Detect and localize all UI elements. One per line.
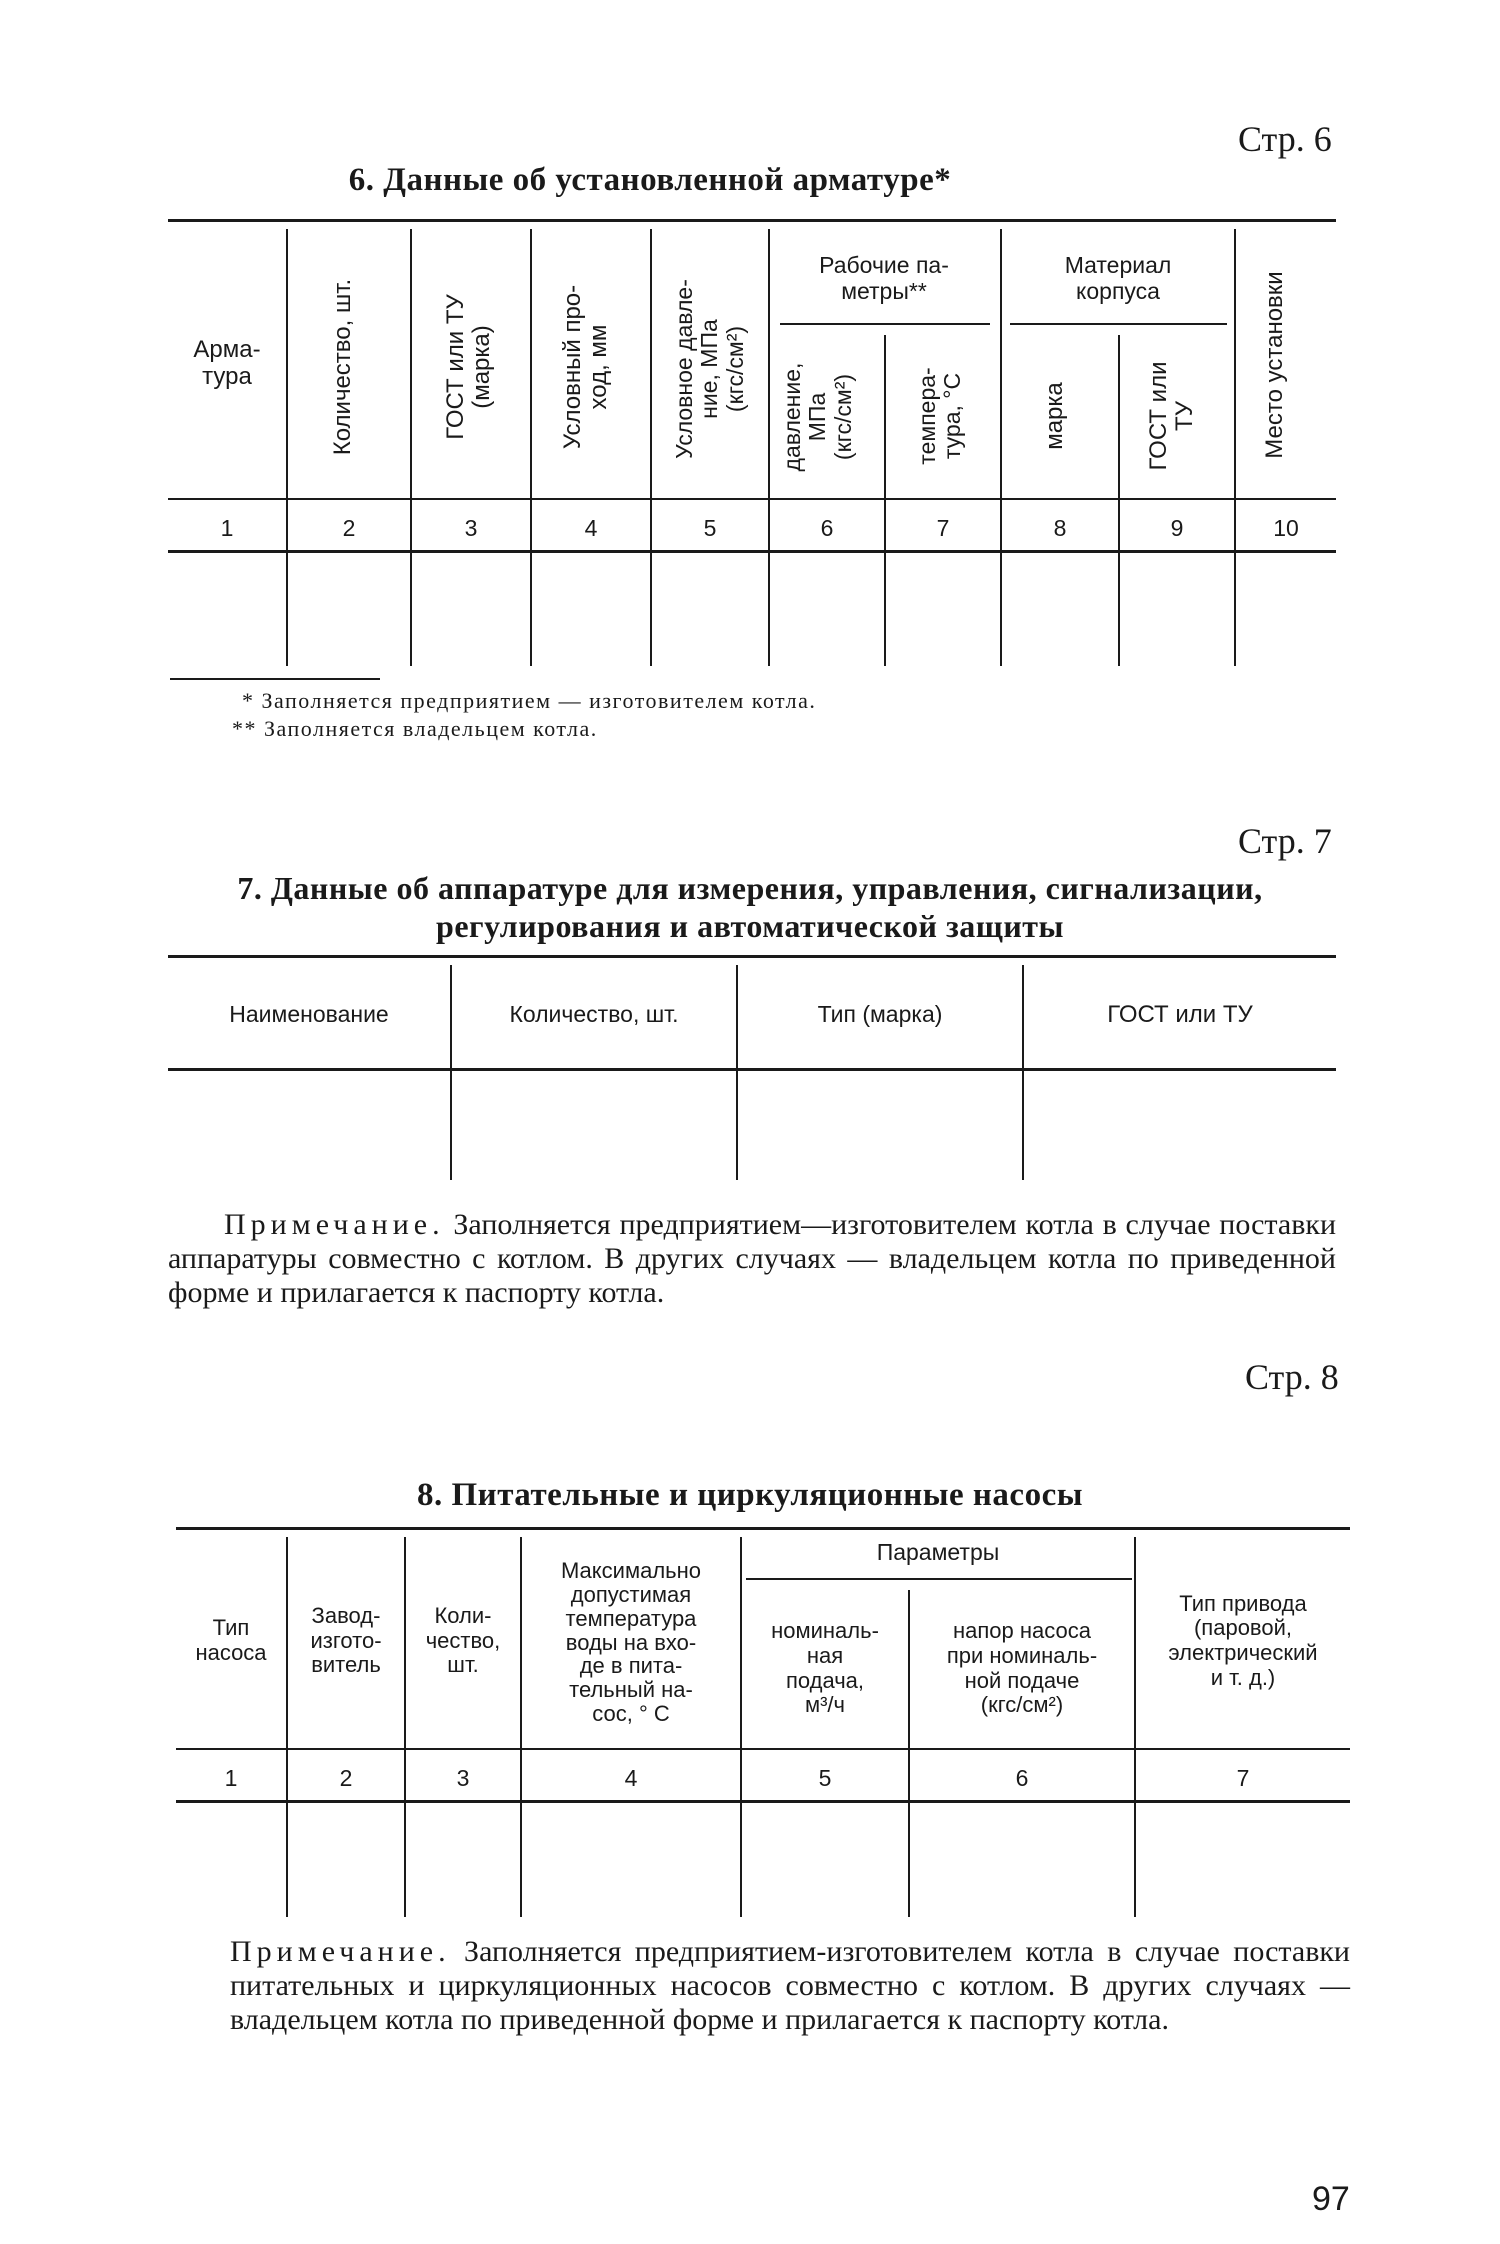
page-label-7: Стр. 7 [1238,821,1332,861]
rule-material [1010,323,1227,325]
col-number: 6 [820,515,834,541]
page-label-6: Стр. 6 [1238,119,1332,159]
note-label: Примечание. [224,1208,445,1241]
table-top-rule [168,219,1336,222]
header-gost-tu: ГОСТ или ТУ [1107,1000,1253,1028]
header-gost-tu: ГОСТ или ТУ [1145,361,1199,471]
header-rabochie-parametry: Рабочие па- метры** [819,252,949,304]
col-number: 9 [1170,515,1184,541]
rule-parametry [746,1578,1132,1580]
header-tip-nasosa: Тип насоса [195,1615,267,1665]
col-divider [286,229,288,666]
rule-rabochie [780,323,990,325]
col-number: 3 [456,1765,470,1791]
header-napor: напор насоса при номиналь- ной подаче (кгс/см²) [946,1618,1098,1718]
header-uslovny-prohod: Условный про- ход, мм [559,284,613,450]
footnote-rule [170,678,380,680]
note-text: Заполняется предприятием-изготовителем котла в случае поставки питательных и циркуляционных насосов совместно с котлом. В других случаях — владельцем котла по приведенной форме и прилагается к паспорту котла. [230,1935,1350,2037]
header-parametry: Параметры [876,1539,1000,1566]
col-number: 6 [1015,1765,1029,1791]
header-uslovnoe-davlenie: Условное давле- ние, МПа (кгс/см²) [671,279,748,459]
col-number: 8 [1053,515,1067,541]
header-mesto-ustanovki: Место установки [1261,271,1288,459]
page-number: 97 [1312,2180,1350,2218]
header-tip-marka: Тип (марка) [817,1001,943,1028]
header-naimenovanie: Наименование [229,1001,389,1028]
section7-title-line1: 7. Данные об аппаратуре для измерения, управления, сигнализации, [237,870,1263,906]
header-marka: марка [1041,382,1068,450]
header-temperatura: темпера- тура, °С [914,367,966,465]
col-divider [884,335,886,666]
header-bottom-rule [168,1068,1336,1071]
col-number: 4 [624,1765,638,1791]
col-number: 10 [1273,515,1299,541]
page-label-8: Стр. 8 [1245,1357,1339,1397]
col-number: 3 [464,515,478,541]
header-podacha: номиналь- ная подача, м³/ч [771,1618,879,1718]
col-divider [410,229,412,666]
footnote-2: ** Заполняется владельцем котла. [232,716,598,741]
section7-note [168,1208,1336,1311]
header-gost-marka: ГОСТ или ТУ (марка) [442,294,496,440]
section6-title: 6. Данные об установленной арматуре* [348,162,952,198]
header-max-temp: Максимально допустимая температура воды на вхо- де в пита- тельный на- сос, ° С [560,1558,701,1726]
col-number: 2 [342,515,356,541]
header-armatura: Арма- тура [193,335,261,390]
col-number: 1 [220,515,234,541]
note-text: Заполняется предприятием—изготовителем котла в случае поставки аппаратуры совместно с котлом. В других случаях — владельцем котла по приведенной форме и прилагается к паспорту котла. [168,1208,1336,1310]
table-top-rule [168,955,1336,958]
col-divider [650,229,652,666]
col-number: 7 [936,515,950,541]
col-number: 1 [224,1765,238,1791]
numbers-bottom-rule [168,550,1336,553]
col-number: 5 [818,1765,832,1791]
col-number: 5 [703,515,717,541]
col-divider [530,229,532,666]
header-material-korpusa: Материал корпуса [1064,252,1172,304]
col-divider [1234,229,1236,666]
header-tip-privoda: Тип привода (паровой, электрический и т. д.) [1168,1590,1318,1690]
header-zavod: Завод- изгото- витель [310,1603,382,1678]
section8-title: 8. Питательные и циркуляционные насосы [417,1477,1083,1513]
col-number: 2 [339,1765,353,1791]
col-number: 4 [584,515,598,541]
header-bottom-rule [176,1748,1350,1750]
note-label: Примечание. [230,1935,451,1968]
header-davlenie: давление, МПа (кгс/см²) [779,362,856,472]
header-kolichestvo: Количество, шт. [509,1001,679,1028]
header-kolichestvo: Коли- чество, шт. [425,1603,501,1678]
col-divider [1118,335,1120,666]
section7-title-line2: регулирования и автоматической защиты [436,908,1064,944]
footnote-1: * Заполняется предприятием — изготовителем котла. [242,688,817,713]
section8-note [230,1935,1350,2038]
numbers-bottom-rule [176,1800,1350,1803]
col-number: 7 [1236,1765,1250,1791]
header-kolichestvo: Количество, шт. [329,278,356,456]
